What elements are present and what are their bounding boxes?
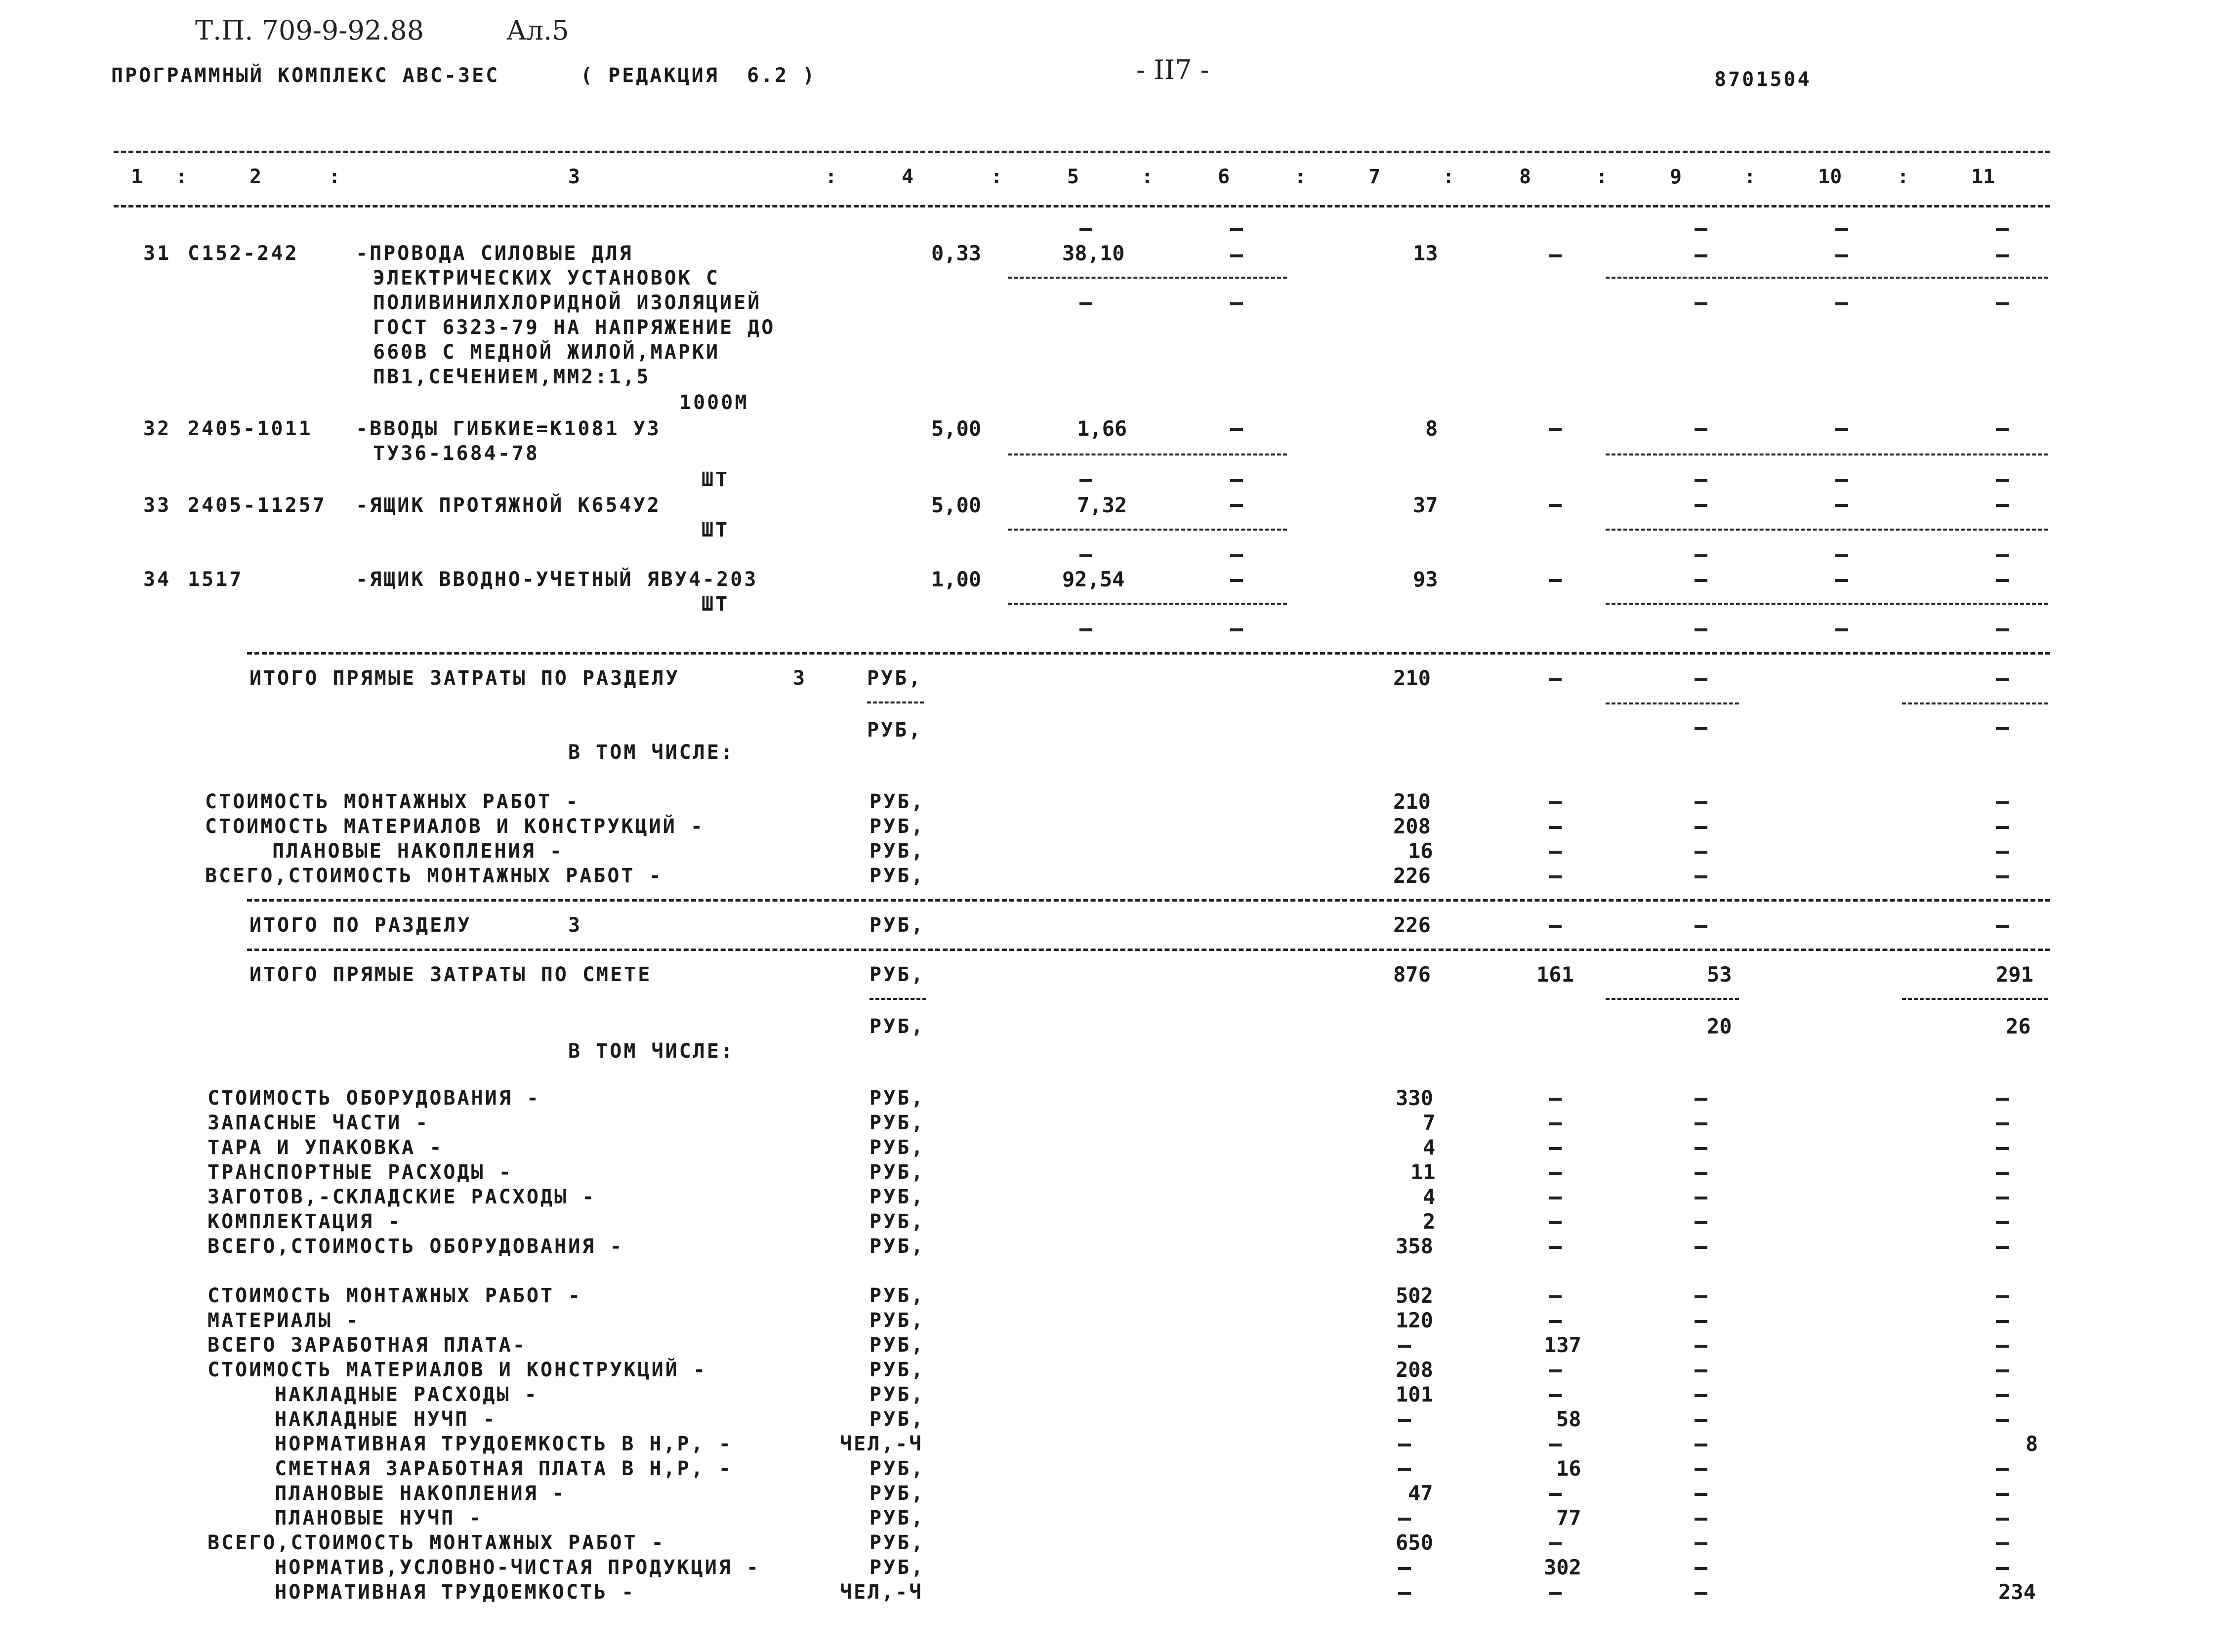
row-rule — [1008, 529, 1287, 531]
item-code: 1517 — [188, 568, 244, 591]
estimate-total-c9b: 20 — [1707, 1014, 1732, 1038]
item-description-line: 660В С МЕДНОЙ ЖИЛОЙ,МАРКИ — [373, 341, 720, 364]
row-rule — [869, 998, 926, 1000]
breakdown-label: ПЛАНОВЫЕ НАКОПЛЕНИЯ - — [247, 1482, 566, 1505]
item-price: 92,54 — [1062, 567, 1125, 591]
item-description-line: -ЯЩИК ПРОТЯЖНОЙ К654У2 — [356, 494, 661, 517]
column-header: 2 — [249, 165, 262, 188]
breakdown-value: 47 — [1408, 1481, 1433, 1505]
item-description-line: -ЯЩИК ВВОДНО-УЧЕТНЫЙ ЯВУ4-203 — [356, 568, 758, 591]
breakdown-value: 208 — [1396, 1358, 1433, 1382]
breakdown-label: СМЕТНАЯ ЗАРАБОТНАЯ ПЛАТА В Н,Р, - — [247, 1457, 733, 1480]
breakdown-value: 7 — [1423, 1111, 1436, 1135]
unit-label: РУБ, — [869, 1359, 925, 1381]
unit-label: РУБ, — [869, 815, 925, 838]
item-description-line: ПВ1,СЕЧЕНИЕМ,ММ2:1,5 — [373, 366, 651, 388]
breakdown-label: КОМПЛЕКТАЦИЯ - — [207, 1210, 402, 1233]
column-separator: : — [329, 165, 341, 188]
estimate-total-label: ИТОГО ПРЯМЫЕ ЗАТРАТЫ ПО СМЕТЕ — [249, 963, 652, 986]
section-rule — [247, 899, 2050, 902]
breakdown-value-c8: 302 — [1544, 1555, 1581, 1579]
breakdown-value: 502 — [1396, 1283, 1433, 1308]
unit-label: РУБ, — [869, 1087, 925, 1110]
breakdown-value-c8: 137 — [1544, 1333, 1581, 1357]
breakdown-label: ВСЕГО,СТОИМОСТЬ МОНТАЖНЫХ РАБОТ - — [207, 1531, 665, 1554]
breakdown-value: 210 — [1393, 789, 1431, 814]
breakdown-label: НАКЛАДНЫЕ РАСХОДЫ - — [247, 1383, 538, 1406]
column-header: 8 — [1519, 165, 1531, 188]
unit-label: ЧЕЛ,-Ч — [840, 1433, 923, 1455]
item-code: С152-242 — [188, 242, 299, 265]
item-quantity: 5,00 — [931, 416, 982, 441]
breakdown-value: 650 — [1396, 1530, 1433, 1555]
unit-label: РУБ, — [869, 1334, 925, 1357]
breakdown-value: 4 — [1423, 1185, 1436, 1209]
item-unit: 1000М — [679, 391, 749, 414]
breakdown-label: МАТЕРИАЛЫ - — [207, 1309, 360, 1332]
unit-label: РУБ, — [869, 1186, 925, 1208]
section-rule — [247, 949, 2050, 951]
section-rule — [247, 652, 2050, 655]
document-id: 8701504 — [1714, 68, 1812, 91]
breakdown-label: НАКЛАДНЫЕ НУЧП - — [247, 1408, 497, 1431]
unit-label: РУБ, — [869, 1507, 925, 1529]
breakdown-value-c8: 58 — [1556, 1407, 1581, 1431]
breakdown-label: ТАРА И УПАКОВКА - — [207, 1136, 444, 1159]
unit-label: РУБ, — [869, 1161, 925, 1184]
column-separator: : — [175, 165, 188, 188]
breakdown-label: ВСЕГО ЗАРАБОТНАЯ ПЛАТА- — [207, 1334, 527, 1357]
column-header: 1 — [131, 165, 143, 188]
table-header-rule — [114, 205, 2050, 207]
row-rule — [1008, 603, 1287, 605]
unit-label: РУБ, — [869, 914, 925, 937]
item-total: 8 — [1425, 416, 1438, 441]
column-header: 4 — [902, 165, 914, 188]
breakdown-label: СТОИМОСТЬ ОБОРУДОВАНИЯ - — [207, 1087, 540, 1110]
breakdown-value: 101 — [1396, 1382, 1433, 1406]
row-rule — [1902, 998, 2048, 1000]
breakdown-label: СТОИМОСТЬ МАТЕРИАЛОВ И КОНСТРУКЦИЙ - — [205, 815, 704, 838]
section-total-label: ИТОГО ПРЯМЫЕ ЗАТРАТЫ ПО РАЗДЕЛУ — [249, 667, 680, 690]
item-total: 13 — [1413, 241, 1438, 265]
item-description-line: -ПРОВОДА СИЛОВЫЕ ДЛЯ — [356, 242, 633, 265]
column-header: 10 — [1818, 165, 1842, 188]
item-number: 31 — [143, 242, 171, 265]
row-rule — [1606, 998, 1739, 1000]
item-number: 33 — [143, 494, 171, 517]
breakdown-value: 208 — [1393, 814, 1431, 838]
row-rule — [1008, 454, 1287, 455]
unit-label: РУБ, — [869, 1556, 925, 1579]
estimate-total-c11: 291 — [1996, 962, 2033, 987]
breakdown-label: ТРАНСПОРТНЫЕ РАСХОДЫ - — [207, 1161, 513, 1184]
row-rule — [867, 702, 924, 703]
item-price: 38,10 — [1062, 241, 1125, 265]
breakdown-value: 358 — [1396, 1234, 1433, 1258]
item-unit: ШТ — [702, 519, 730, 541]
unit-label: РУБ, — [869, 790, 925, 813]
item-description-line: ТУ36-1684-78 — [373, 442, 539, 465]
item-code: 2405-1011 — [188, 417, 313, 440]
item-description-line: ПОЛИВИНИЛХЛОРИДНОЙ ИЗОЛЯЦИЕЙ — [373, 291, 762, 314]
column-header: 6 — [1218, 165, 1230, 188]
document-code: Т.П. 709-9-92.88 — [195, 15, 424, 46]
row-rule — [1606, 277, 2048, 279]
row-rule — [1902, 702, 2048, 704]
unit-label: РУБ, — [869, 1482, 925, 1505]
including-heading: В ТОМ ЧИСЛЕ: — [568, 741, 735, 764]
item-unit: ШТ — [702, 468, 730, 491]
item-description-line: -ВВОДЫ ГИБКИЕ=К1081 У3 — [356, 417, 661, 440]
column-header: 7 — [1368, 165, 1381, 188]
item-quantity: 0,33 — [931, 241, 982, 265]
row-rule — [1606, 529, 2048, 531]
column-header: 5 — [1067, 165, 1079, 188]
unit-label: РУБ, — [869, 1408, 925, 1431]
item-description-line: ГОСТ 6323-79 НА НАПРЯЖЕНИЕ ДО — [373, 316, 776, 339]
unit-label: РУБ, — [869, 1015, 925, 1038]
column-header: 3 — [568, 165, 580, 188]
estimate-total-c8: 161 — [1536, 962, 1574, 987]
including-heading: В ТОМ ЧИСЛЕ: — [568, 1040, 735, 1063]
item-total: 37 — [1413, 493, 1438, 517]
row-rule — [1606, 454, 2048, 455]
breakdown-value-c11: 234 — [1998, 1580, 2036, 1604]
column-separator: : — [825, 165, 837, 188]
breakdown-value-c8: 77 — [1556, 1506, 1581, 1530]
program-edition: ( РЕДАКЦИЯ 6.2 ) — [580, 64, 817, 87]
section-itogo-label: ИТОГО ПО РАЗДЕЛУ — [249, 914, 472, 937]
unit-label: РУБ, — [869, 1112, 925, 1134]
item-price: 1,66 — [1077, 416, 1127, 441]
item-quantity: 5,00 — [931, 493, 982, 517]
unit-label: РУБ, — [869, 1531, 925, 1554]
item-total: 93 — [1413, 567, 1438, 591]
unit-label: ЧЕЛ,-Ч — [840, 1581, 923, 1604]
item-number: 34 — [143, 568, 171, 591]
breakdown-value: 11 — [1410, 1160, 1436, 1184]
page-number: - II7 - — [1136, 54, 1209, 85]
breakdown-label: СТОИМОСТЬ МОНТАЖНЫХ РАБОТ - — [207, 1284, 582, 1307]
item-quantity: 1,00 — [931, 567, 982, 591]
breakdown-value: 2 — [1423, 1209, 1436, 1234]
row-rule — [1606, 603, 2048, 605]
item-code: 2405-11257 — [188, 494, 327, 517]
program-name: ПРОГРАММНЫЙ КОМПЛЕКС АВС-3ЕС — [111, 64, 500, 87]
item-number: 32 — [143, 417, 171, 440]
unit-label: РУБ, — [867, 719, 923, 742]
breakdown-label: ПЛАНОВЫЕ НАКОПЛЕНИЯ - — [245, 840, 564, 863]
column-separator: : — [1897, 165, 1909, 188]
row-rule — [1606, 702, 1739, 704]
unit-label: РУБ, — [869, 1457, 925, 1480]
unit-label: РУБ, — [869, 1136, 925, 1159]
table-top-rule — [114, 151, 2050, 153]
estimate-total-c9: 53 — [1707, 962, 1732, 987]
item-unit: ШТ — [702, 593, 730, 616]
column-separator: : — [1294, 165, 1307, 188]
breakdown-value: 330 — [1396, 1086, 1433, 1110]
column-separator: : — [1443, 165, 1455, 188]
breakdown-value: 16 — [1408, 839, 1433, 863]
section-itogo-value: 226 — [1393, 913, 1431, 937]
estimate-total-c7: 876 — [1393, 962, 1431, 987]
unit-label: РУБ, — [869, 1309, 925, 1332]
breakdown-label: ПЛАНОВЫЕ НУЧП - — [247, 1507, 483, 1529]
item-description-line: ЭЛЕКТРИЧЕСКИХ УСТАНОВОК С — [373, 267, 720, 289]
column-header: 11 — [1971, 165, 1995, 188]
album-number: Ал.5 — [506, 15, 569, 46]
estimate-total-c11b: 26 — [2006, 1014, 2031, 1038]
section-number: 3 — [793, 667, 807, 690]
breakdown-value: 120 — [1396, 1308, 1433, 1332]
unit-label: РУБ, — [869, 1210, 925, 1233]
column-separator: : — [1744, 165, 1756, 188]
unit-label: РУБ, — [869, 1284, 925, 1307]
unit-label: РУБ, — [869, 1383, 925, 1406]
unit-label: РУБ, — [869, 840, 925, 863]
column-separator: : — [1596, 165, 1608, 188]
breakdown-label: ВСЕГО,СТОИМОСТЬ МОНТАЖНЫХ РАБОТ - — [205, 865, 663, 887]
unit-label: РУБ, — [869, 1235, 925, 1258]
column-header: 9 — [1670, 165, 1682, 188]
breakdown-label: ЗАГОТОВ,-СКЛАДСКИЕ РАСХОДЫ - — [207, 1186, 596, 1208]
unit-label: РУБ, — [869, 963, 925, 986]
breakdown-label: НОРМАТИВНАЯ ТРУДОЕМКОСТЬ - — [247, 1581, 636, 1604]
breakdown-label: НОРМАТИВ,УСЛОВНО-ЧИСТАЯ ПРОДУКЦИЯ - — [247, 1556, 761, 1579]
column-separator: : — [1141, 165, 1154, 188]
breakdown-label: СТОИМОСТЬ МАТЕРИАЛОВ И КОНСТРУКЦИЙ - — [207, 1359, 707, 1381]
breakdown-value-c11: 8 — [2026, 1432, 2038, 1456]
column-separator: : — [991, 165, 1003, 188]
breakdown-label: СТОИМОСТЬ МОНТАЖНЫХ РАБОТ - — [205, 790, 580, 813]
row-rule — [1008, 277, 1287, 279]
breakdown-label: ЗАПАСНЫЕ ЧАСТИ - — [207, 1112, 430, 1134]
breakdown-value: 226 — [1393, 864, 1431, 888]
breakdown-label: ВСЕГО,СТОИМОСТЬ ОБОРУДОВАНИЯ - — [207, 1235, 624, 1258]
breakdown-value: 4 — [1423, 1135, 1436, 1159]
unit-label: РУБ, — [867, 667, 923, 690]
item-price: 7,32 — [1077, 493, 1127, 517]
breakdown-label: НОРМАТИВНАЯ ТРУДОЕМКОСТЬ В Н,Р, - — [247, 1433, 733, 1455]
unit-label: РУБ, — [869, 865, 925, 887]
section-total-value: 210 — [1393, 666, 1431, 690]
breakdown-value-c8: 16 — [1556, 1456, 1581, 1481]
section-number: 3 — [568, 914, 582, 937]
